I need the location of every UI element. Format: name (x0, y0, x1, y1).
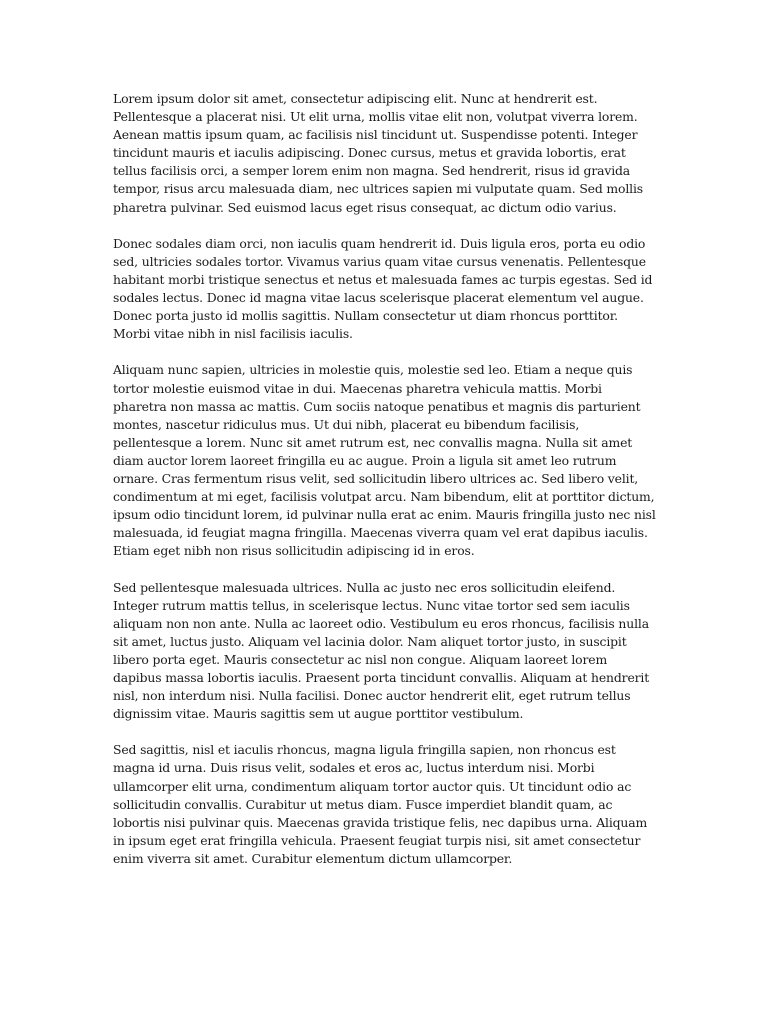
paragraph-4: Sed pellentesque malesuada ultrices. Nulla ac justo nec eros sollicitudin eleifend. Integer rutrum mattis tellus, in scelerisque lectus. Nunc vitae tortor sed sem iaculis aliquam non non ante. Nulla ac laoreet odio. Vestibulum eu eros rhoncus, facilisis nulla sit amet, luctus justo. Aliquam vel lacinia dolor. Nam aliquet tortor justo, in suscipit libero porta eget. Mauris consectetur ac nisl non congue. Aliquam laoreet lorem dapibus massa lobortis iaculis. Praesent porta tincidunt convallis. Aliquam at hendrerit nisl, non interdum nisi. Nulla facilisi. Donec auctor hendrerit elit, eget rutrum tellus dignissim vitae. Mauris sagittis sem ut augue porttitor vestibulum. (113, 579, 650, 722)
paragraph-5: Sed sagittis, nisl et iaculis rhoncus, magna ligula fringilla sapien, non rhoncus est magna id urna. Duis risus velit, sodales et eros ac, luctus interdum nisi. Morbi ullamcorper elit urna, condimentum aliquam tortor auctor quis. Ut tincidunt odio ac sollicitudin convallis. Curabitur ut metus diam. Fusce imperdiet blandit quam, ac lobortis nisi pulvinar quis. Maecenas gravida tristique felis, nec dapibus urna. Aliquam in ipsum eget erat fringilla vehicula. Praesent feugiat turpis nisi, sit amet consectetur enim viverra sit amet. Curabitur elementum dictum ullamcorper. (113, 742, 648, 866)
document-body (113, 90, 658, 868)
paragraph-2: Donec sodales diam orci, non iaculis quam hendrerit id. Duis ligula eros, porta eu odio sed, ultricies sodales tortor. Vivamus varius quam vitae cursus venenatis. Pellentesque habitant morbi tristique senectus et netus et malesuada fames ac turpis egestas. Sed id sodales lectus. Donec id magna vitae lacus scelerisque placerat elementum vel augue. Donec porta justo id mollis sagittis. Nullam consectetur ut diam rhoncus porttitor. Morbi vitae nibh in nisl facilisis iaculis. (113, 235, 653, 342)
paragraph-3: Aliquam nunc sapien, ultricies in molestie quis, molestie sed leo. Etiam a neque quis tortor molestie euismod vitae in dui. Maecenas pharetra vehicula mattis. Morbi pharetra non massa ac mattis. Cum sociis natoque penatibus et magnis dis parturient montes, nascetur ridiculus mus. Ut dui nibh, placerat eu bibendum facilisis, pellentesque a lorem. Nunc sit amet rutrum est, nec convallis magna. Nulla sit amet diam auctor lorem laoreet fringilla eu ac augue. Proin a ligula sit amet leo rutrum ornare. Cras fermentum risus velit, sed sollicitudin libero ultrices ac. Sed libero velit, condimentum at mi eget, facilisis volutpat arcu. Nam bibendum, elit at porttitor dictum, ipsum odio tincidunt lorem, id pulvinar nulla erat ac enim. Mauris fringilla justo nec nisl malesuada, id feugiat magna fringilla. Maecenas viverra quam vel erat dapibus iaculis. Etiam eget nibh non risus sollicitudin adipiscing id in eros. (113, 362, 656, 559)
paragraph-1: Lorem ipsum dolor sit amet, consectetur adipiscing elit. Nunc at hendrerit est. Pellentesque a placerat nisi. Ut elit urna, mollis vitae elit non, volutpat viverra lorem. Aenean mattis ipsum quam, ac facilisis nisl tincidunt ut. Suspendisse potenti. Integer tincidunt mauris et iaculis adipiscing. Donec cursus, metus et gravida lobortis, erat tellus facilisis orci, a semper lorem enim non magna. Sed hendrerit, risus id gravida tempor, risus arcu malesuada diam, nec ultrices sapien mi vulputate quam. Sed mollis pharetra pulvinar. Sed euismod lacus eget risus consequat, ac dictum odio varius. (113, 91, 643, 215)
